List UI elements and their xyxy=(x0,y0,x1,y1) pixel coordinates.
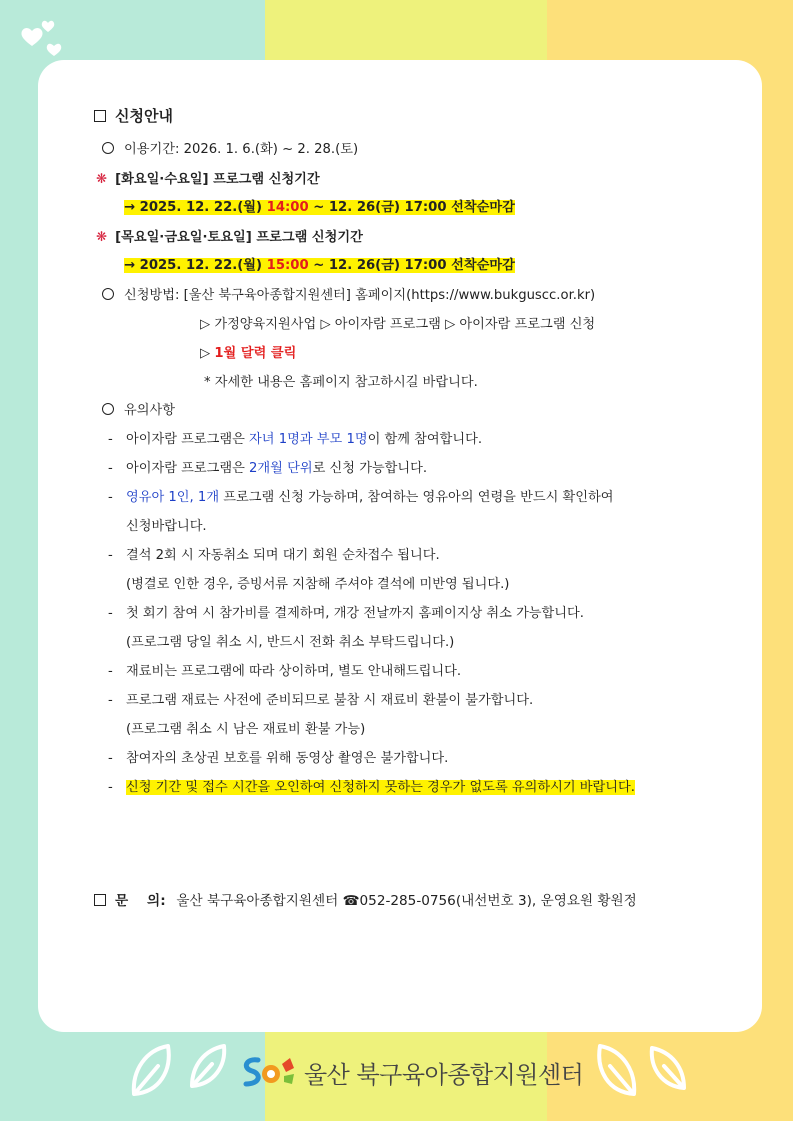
program2-heading: ❋ [목요일·금요일·토요일] 프로그램 신청기간 xyxy=(96,230,363,245)
note-item: - 영유아 1인, 1개 프로그램 신청 가능하며, 참여하는 영유아의 연령을 반드시 확인하여 xyxy=(108,490,614,505)
section-title: 신청안내 xyxy=(94,106,173,126)
hearts-decoration-icon xyxy=(14,16,66,60)
circle-bullet-icon xyxy=(102,288,114,300)
note-item: - 결석 2회 시 자동취소 되며 대기 회원 순차접수 됩니다. xyxy=(108,548,440,563)
circle-bullet-icon xyxy=(102,142,114,154)
note-item: - 재료비는 프로그램에 따라 상이하며, 별도 안내해드립니다. xyxy=(108,664,462,679)
circle-bullet-icon xyxy=(102,403,114,415)
note-item: - 첫 회기 참여 시 참가비를 결제하며, 개강 전날까지 홈페이지상 취소 가능합니다. xyxy=(108,606,584,621)
note-item: - 참여자의 초상권 보호를 위해 동영상 촬영은 불가합니다. xyxy=(108,751,449,766)
note-item: - 아이자람 프로그램은 2개월 단위로 신청 가능합니다. xyxy=(108,461,428,476)
note-item-sub: (프로그램 당일 취소 시, 반드시 전화 취소 부탁드립니다.) xyxy=(126,635,455,650)
application-method: 신청방법: [울산 북구육아종합지원센터] 홈페이지(https://www.bukguscc.or.kr) xyxy=(94,286,595,306)
notes-heading: 유의사항 xyxy=(94,401,175,421)
leaf-icon xyxy=(640,1042,690,1094)
usage-period: 이용기간: 2026. 1. 6.(화) ~ 2. 28.(토) xyxy=(94,140,358,160)
leaf-icon xyxy=(186,1040,234,1092)
note-item: - 아이자람 프로그램은 자녀 1명과 부모 1명이 함께 참여합니다. xyxy=(108,432,483,447)
program2-period: → 2025. 12. 22.(월) 15:00 ~ 12. 26(금) 17:00 선착순마감 xyxy=(124,258,515,273)
note-item: - 프로그램 재료는 사전에 준비되므로 불참 시 재료비 환불이 불가합니다. xyxy=(108,693,534,708)
method-note: * 자세한 내용은 홈페이지 참고하시길 바랍니다. xyxy=(204,375,478,390)
program1-period: → 2025. 12. 22.(월) 14:00 ~ 12. 26(금) 17:00 선착순마감 xyxy=(124,200,515,215)
logo-text: 울산 북구육아종합지원센터 xyxy=(304,1060,584,1089)
center-logo xyxy=(240,1052,583,1092)
note-item-highlighted: - 신청 기간 및 접수 시간을 오인하여 신청하지 못하는 경우가 없도록 유의하시기 바랍니다. xyxy=(108,780,635,795)
asterisk-icon: ❋ xyxy=(96,230,108,245)
square-bullet-icon xyxy=(94,110,106,122)
program1-heading: ❋ [화요일·수요일] 프로그램 신청기간 xyxy=(96,172,320,187)
leaf-icon xyxy=(582,1040,640,1100)
note-item-continued: 신청바랍니다. xyxy=(126,519,207,534)
content-card xyxy=(38,60,762,1032)
note-item-sub: (병결로 인한 경우, 증빙서류 지참해 주셔야 결석에 미반영 됩니다.) xyxy=(126,577,510,592)
method-step: ▷ 1월 달력 클릭 xyxy=(200,346,297,361)
center-logo-icon xyxy=(240,1054,298,1090)
asterisk-icon: ❋ xyxy=(96,172,108,187)
square-bullet-icon xyxy=(94,894,106,906)
method-path: ▷ 가정양육지원사업 ▷ 아이자람 프로그램 ▷ 아이자람 프로그램 신청 xyxy=(200,317,596,332)
note-item-sub: (프로그램 취소 시 남은 재료비 환불 가능) xyxy=(126,722,366,737)
leaf-icon xyxy=(128,1040,186,1100)
contact-info: 문 의: 울산 북구육아종합지원센터 ☎052-285-0756(내선번호 3), 운영요원 황원정 xyxy=(94,891,637,911)
